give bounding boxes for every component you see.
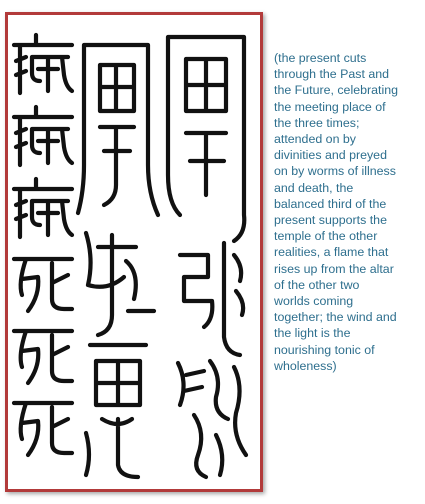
caption-line: divinities and preyed: [274, 148, 387, 163]
caption-line: wholeness): [274, 358, 337, 373]
left-column-glyphs: [14, 35, 72, 455]
caption-line: worlds coming: [274, 294, 354, 309]
caption-line: rises up from the altar: [274, 261, 394, 276]
caption-line: (the present cuts: [274, 51, 367, 65]
caption-line: realities, a flame that: [274, 245, 389, 260]
caption-line: and death, the: [274, 180, 354, 195]
caption-line: together; the wind and: [274, 310, 397, 325]
caption-line: nourishing tonic of: [274, 342, 375, 357]
right-column-glyphs: [168, 37, 246, 477]
caption-line: of the other two: [274, 277, 360, 292]
middle-column-glyphs: [78, 45, 158, 477]
caption-line: the three times;: [274, 115, 360, 130]
caption-line: balanced third of the: [274, 196, 387, 211]
caption-line: temple of the other: [274, 229, 378, 244]
caption-line: the light is the: [274, 326, 351, 341]
caption-line: the meeting place of: [274, 99, 386, 114]
caption-line: the Future, celebrating: [274, 83, 398, 98]
seal-calligraphy-image: [5, 12, 263, 492]
caption-text: [274, 50, 420, 374]
caption-line: present supports the: [274, 213, 387, 228]
caption-line: on by worms of illness: [274, 164, 396, 179]
seal-script-artwork: [8, 15, 260, 489]
caption-line: through the Past and: [274, 67, 390, 82]
caption-line: attended on by: [274, 132, 356, 147]
